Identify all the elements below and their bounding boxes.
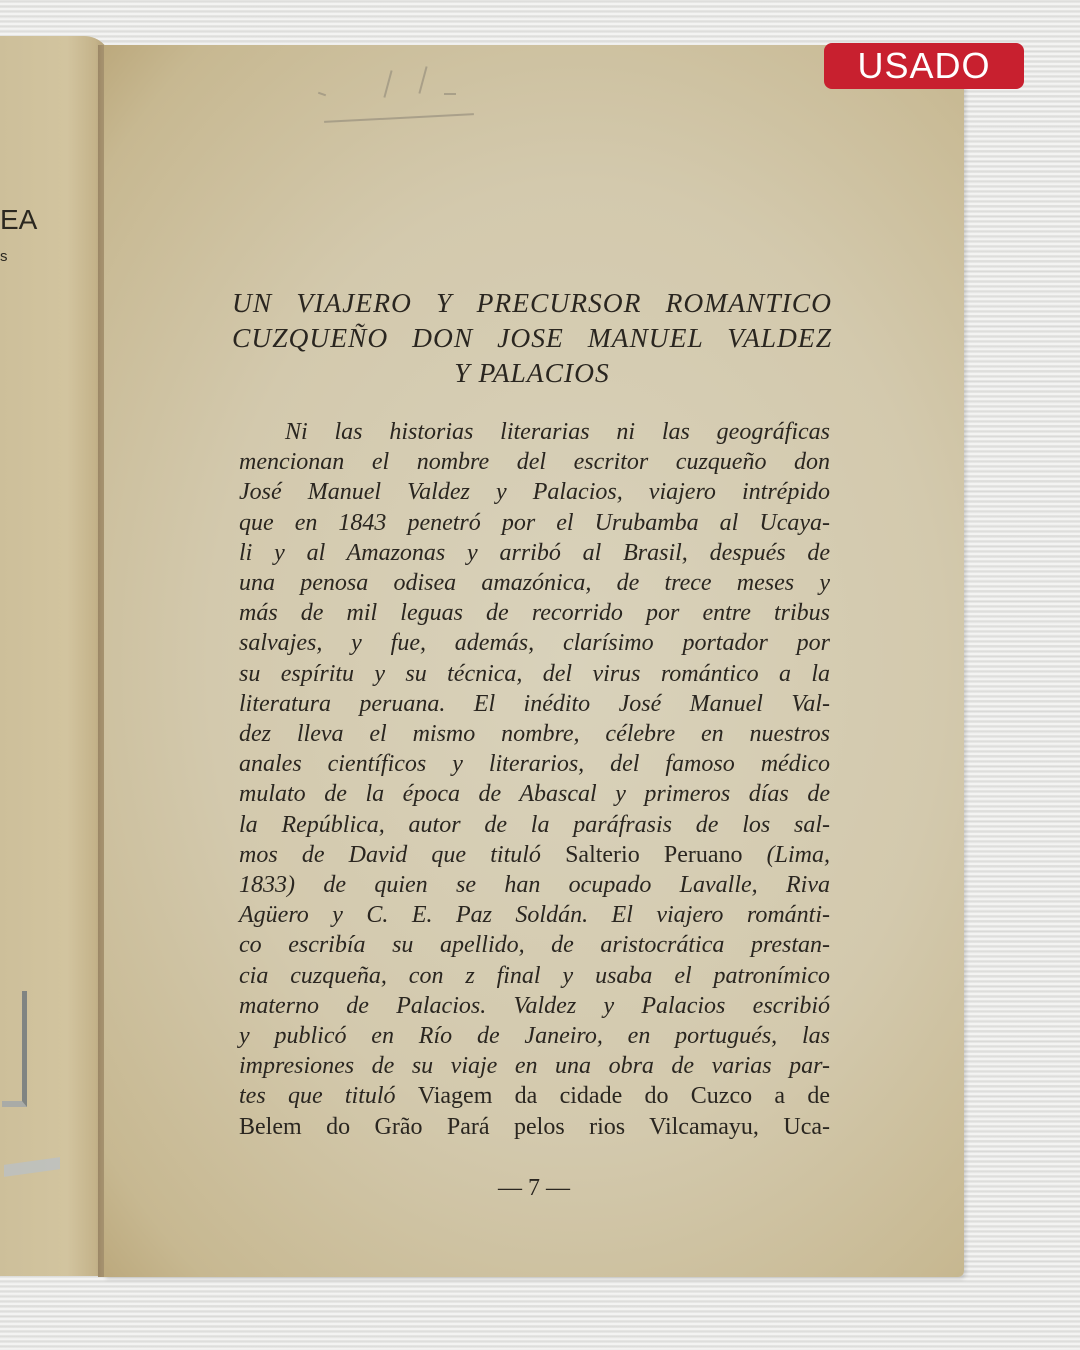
facing-left-page xyxy=(0,36,112,1276)
title-line: UN VIAJERO Y PRECURSOR ROMANTICO xyxy=(232,287,832,318)
text-line: su espíritu y su técnica, del virus romántico a la xyxy=(239,660,830,687)
page-number: — 7 — xyxy=(498,1175,570,1201)
ink-stamp-mark xyxy=(2,991,27,1107)
text-line xyxy=(239,1112,830,1142)
book-title-viagem: Viagem da cidade do Cuzco a de xyxy=(417,1083,830,1110)
text-line: Agüero y C. E. Paz Soldán. El viajero románti- xyxy=(239,902,830,929)
text-line: Ni las historias literarias ni las geográficas xyxy=(285,419,830,445)
text-line: materno de Palacios. Valdez y Palacios escribió xyxy=(239,992,830,1019)
text-line: más de mil leguas de recorrido por entre tribus xyxy=(239,600,830,627)
text-line: mulato de la época de Abascal y primeros días de xyxy=(239,781,830,808)
text-line: mos de David que tituló Salterio Peruano (Lima, xyxy=(239,841,831,868)
ink-stamp-mark xyxy=(4,1157,60,1177)
text-line: y publicó en Río de Janeiro, en portugués, las xyxy=(239,1023,830,1050)
text-line: literatura peruana. El inédito José Manuel Val- xyxy=(239,690,830,717)
text-line: cia cuzqueña, con z final y usaba el patronímico xyxy=(239,962,830,989)
title-line: CUZQUEÑO DON JOSE MANUEL VALDEZ xyxy=(232,322,832,353)
text-line: una penosa odisea amazónica, de trece meses y xyxy=(239,570,830,597)
chapter-title xyxy=(232,285,832,390)
text-line: que en 1843 penetró por el Urubamba al Ucaya- xyxy=(239,509,830,536)
book-page xyxy=(104,45,964,1277)
book-title-salterio: Salterio Peruano xyxy=(565,841,743,868)
left-page-text-fragment: EA xyxy=(0,204,38,235)
text-line: tes que tituló Viagem da cidade do Cuzco a de xyxy=(239,1083,830,1110)
left-page-text-fragment-small: s xyxy=(0,248,8,265)
text-line: la República, autor de la paráfrasis de los sal- xyxy=(239,811,830,838)
text-line: salvajes, y fue, además, clarísimo portador por xyxy=(239,630,830,657)
text-line: co escribía su apellido, de aristocrática prestan- xyxy=(239,932,830,959)
text-line: dez lleva el mismo nombre, célebre en nuestros xyxy=(239,721,830,748)
text-line: José Manuel Valdez y Palacios, viajero intrépido xyxy=(239,479,830,506)
condition-badge: USADO xyxy=(824,43,1024,89)
body-paragraph xyxy=(239,417,830,1142)
book-title-viagem-cont: Belem do Grão Pará pelos rios Vilcamayu, Uca- xyxy=(239,1113,830,1140)
title-line: Y PALACIOS xyxy=(454,357,610,388)
pencil-annotation xyxy=(304,75,474,135)
text-line: mencionan el nombre del escritor cuzqueño don xyxy=(239,449,830,476)
text-line: impresiones de su viaje en una obra de varias par- xyxy=(239,1053,830,1080)
text-line: anales científicos y literarios, del famoso médico xyxy=(239,751,830,778)
text-line: 1833) de quien se han ocupado Lavalle, Riva xyxy=(239,872,830,899)
text-line: li y al Amazonas y arribó al Brasil, después de xyxy=(239,539,830,566)
